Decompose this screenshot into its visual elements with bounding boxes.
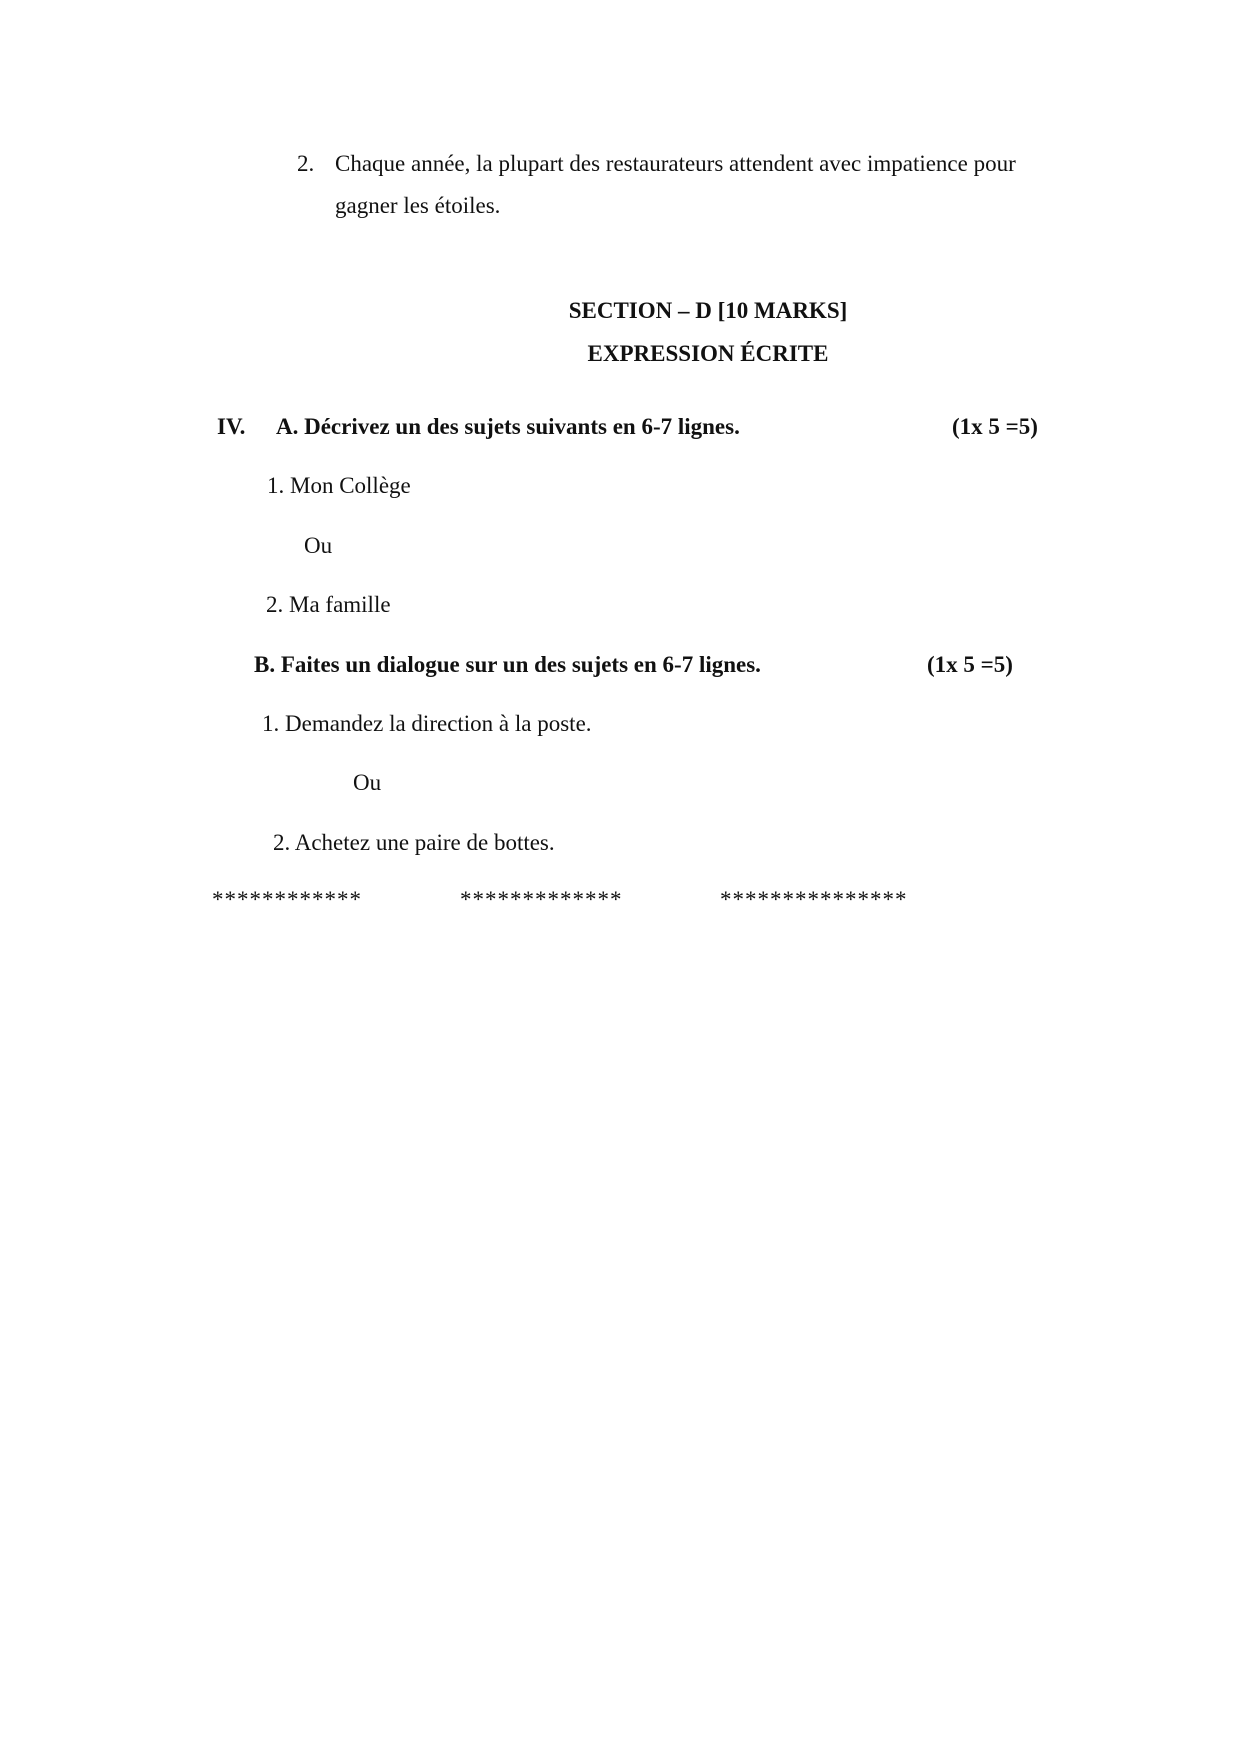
part-a-option-1: 1. Mon Collège	[267, 473, 411, 498]
part-b-or: Ou	[353, 770, 382, 795]
section-title: SECTION – D [10 MARKS]	[568, 298, 848, 323]
part-b-option-2: 2. Achetez une paire de bottes.	[273, 830, 555, 855]
end-stars-3: ***************	[720, 887, 908, 912]
question-number: IV.	[217, 414, 246, 439]
item-number: 2.	[297, 151, 315, 176]
part-b-option-1: 1. Demandez la direction à la poste.	[262, 711, 592, 736]
section-subtitle: EXPRESSION ÉCRITE	[587, 341, 829, 366]
part-a-option-2: 2. Ma famille	[266, 592, 391, 617]
end-stars-1: ************	[212, 887, 362, 912]
item-text-line1: Chaque année, la plupart des restaurateurs attendent avec impatience pour	[335, 151, 1016, 176]
part-b-prompt: B. Faites un dialogue sur un des sujets en 6-7 lignes.	[254, 652, 761, 677]
part-a-marks: (1x 5 =5)	[952, 414, 1038, 439]
end-stars-2: *************	[460, 887, 623, 912]
part-a-prompt: A. Décrivez un des sujets suivants en 6-7 lignes.	[276, 414, 740, 439]
part-b-marks: (1x 5 =5)	[927, 652, 1013, 677]
item-text-line2: gagner les étoiles.	[335, 193, 501, 218]
part-a-or: Ou	[304, 533, 333, 558]
